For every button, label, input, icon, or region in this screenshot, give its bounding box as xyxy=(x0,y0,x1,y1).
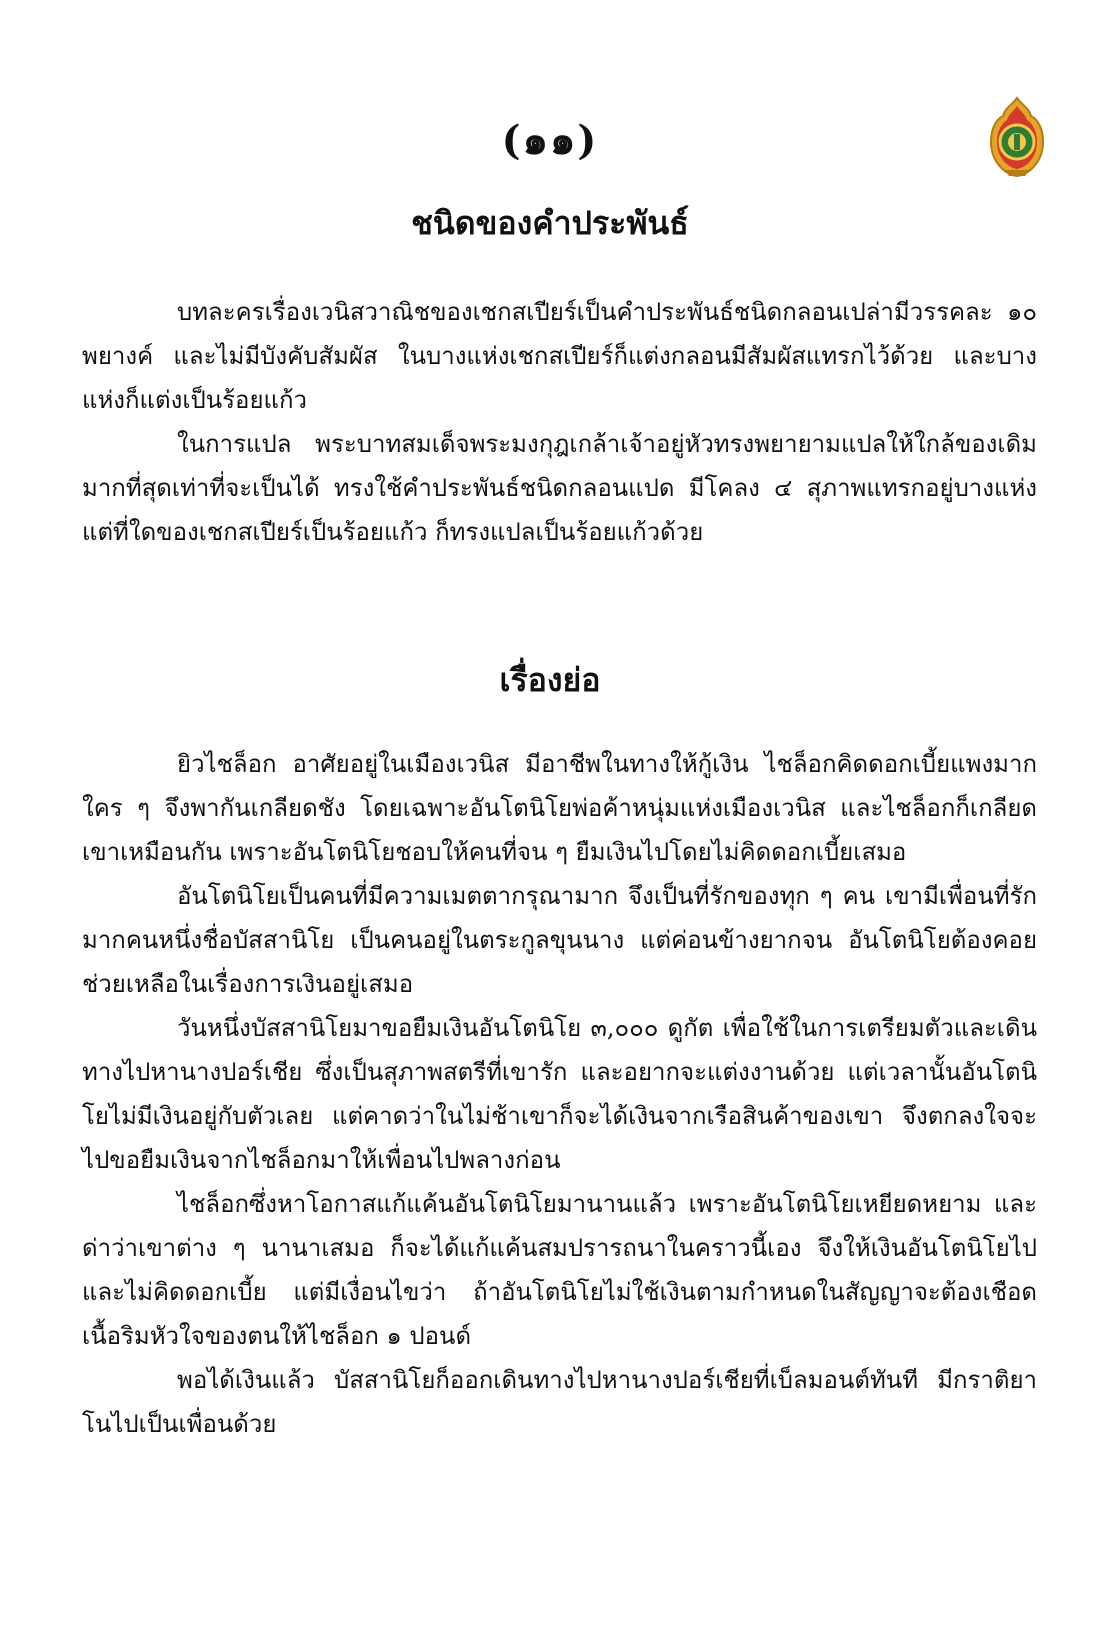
paragraph: วันหนึ่งบัสสานิโยมาขอยืมเงินอันโตนิโย ๓,๐๐๐ ดูกัต เพื่อใช้ในการเตรียมตัวและเดินทางไปหานางปอร์เชีย ซึ่งเป็นสุภาพสตรีที่เขารัก และอยากจะแต่งงานด้วย แต่เวลานั้นอันโตนิโยไม่มีเงินอยู่กับตัวเลย แต่คาดว่าในไม่ช้าเขาก็จะได้เงินจากเรือสินค้าของเขา จึงตกลงใจจะไปขอยืมเงินจากไชล็อกมาให้เพื่อนไปพลางก่อน xyxy=(82,1014,1037,1174)
section-heading-types: ชนิดของคำประพันธ์ xyxy=(411,204,689,242)
thai-education-emblem-icon xyxy=(985,96,1049,178)
paragraph: พอได้เงินแล้ว บัสสานิโยก็ออกเดินทางไปหานางปอร์เชียที่เบ็ลมอนต์ทันที มีกราติยาโนไปเป็นเพื่อนด้วย xyxy=(82,1366,1037,1438)
section-summary-body xyxy=(82,742,1037,1446)
section-heading-summary: เรื่องย่อ xyxy=(499,661,601,699)
page-number: (๑๑) xyxy=(501,117,599,164)
paragraph: ไชล็อกซึ่งหาโอกาสแก้แค้นอันโตนิโยมานานแล้ว เพราะอันโตนิโยเหยียดหยาม และด่าว่าเขาต่าง ๆ นานาเสมอ ก็จะได้แก้แค้นสมปรารถนาในคราวนี้เอง จึงให้เงินอันโตนิโยไป และไม่คิดดอกเบี้ย แต่มีเงื่อนไขว่า ถ้าอันโตนิโยไม่ใช้เงินตามกำหนดในสัญญาจะต้องเชือดเนื้อริมหัวใจของตนให้ไชล็อก ๑ ปอนด์ xyxy=(82,1190,1037,1350)
paragraph: ในการแปล พระบาทสมเด็จพระมงกุฎเกล้าเจ้าอยู่หัวทรงพยายามแปลให้ใกล้ของเดิมมากที่สุดเท่าที่จะเป็นได้ ทรงใช้คำประพันธ์ชนิดกลอนแปด มีโคลง ๔ สุภาพแทรกอยู่บางแห่ง แต่ที่ใดของเชกสเปียร์เป็นร้อยแก้ว ก็ทรงแปลเป็นร้อยแก้วด้วย xyxy=(82,430,1037,546)
paragraph: ยิวไชล็อก อาศัยอยู่ในเมืองเวนิส มีอาชีพในทางให้กู้เงิน ไชล็อกคิดดอกเบี้ยแพงมาก ใคร ๆ จึงพากันเกลียดชัง โดยเฉพาะอันโตนิโยพ่อค้าหนุ่มแห่งเมืองเวนิส และไชล็อกก็เกลียดเขาเหมือนกัน เพราะอันโตนิโยชอบให้คนที่จน ๆ ยืมเงินไปโดยไม่คิดดอกเบี้ยเสมอ xyxy=(82,750,1037,866)
paragraph: บทละครเรื่องเวนิสวาณิชของเชกสเปียร์เป็นคำประพันธ์ชนิดกลอนเปล่ามีวรรคละ ๑๐ พยางค์ และไม่มีบังคับสัมผัส ในบางแห่งเชกสเปียร์ก็แต่งกลอนมีสัมผัสแทรกไว้ด้วย และบางแห่งก็แต่งเป็นร้อยแก้ว xyxy=(82,298,1037,414)
paragraph: อันโตนิโยเป็นคนที่มีความเมตตากรุณามาก จึงเป็นที่รักของทุก ๆ คน เขามีเพื่อนที่รักมากคนหนึ่งชื่อบัสสานิโย เป็นคนอยู่ในตระกูลขุนนาง แต่ค่อนข้างยากจน อันโตนิโยต้องคอยช่วยเหลือในเรื่องการเงินอยู่เสมอ xyxy=(82,882,1037,998)
section-types-body xyxy=(82,290,1037,554)
